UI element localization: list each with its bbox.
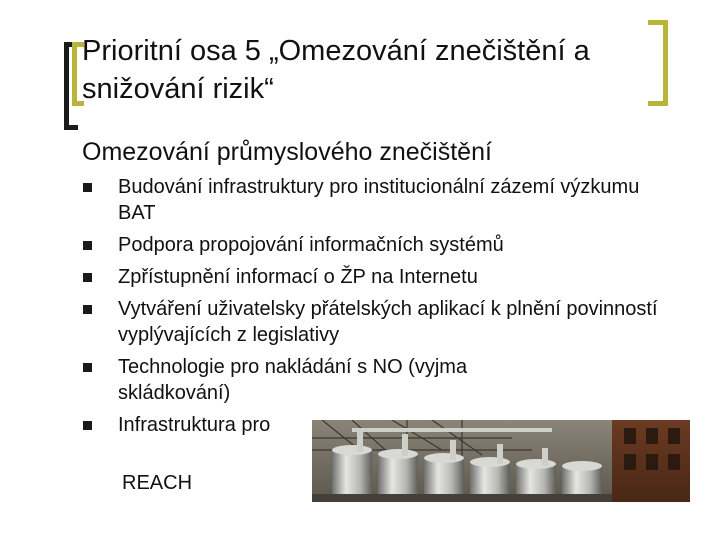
bullet-list [82,174,682,438]
factory-photo [312,420,690,502]
bullet-item [82,232,682,258]
slide-subtitle: Omezování průmyslového znečištění [82,138,492,166]
bullet-square-icon [83,183,92,192]
bullet-square-icon [83,363,92,372]
bullet-square-icon [83,241,92,250]
bullet-item [82,264,682,290]
bullet-item [82,174,682,226]
bullet-item [82,354,682,406]
factory-photo-illustration [312,420,690,502]
bullet-square-icon [83,305,92,314]
bullet-text: Vytváření uživatelsky přátelských aplikací k plnění povinností vyplývajících z legislativy [118,298,658,346]
bullet-text: Podpora propojování informačních systémů [118,234,504,256]
bullet-text: Budování infrastruktury pro institucionální zázemí výzkumu BAT [118,176,640,224]
bullet-square-icon [83,421,92,430]
bullet-item [82,296,682,348]
slide-title: Prioritní osa 5 „Omezování znečištění a snižování rizik“ [82,35,590,105]
bullet-text: Zpřístupnění informací o ŽP na Internetu [118,266,478,288]
bullet-continuation-text: REACH [122,472,193,494]
right-bracket-decoration [648,20,668,106]
bullet-text: Infrastruktura pro [118,414,271,436]
bullet-text: Technologie pro nakládání s NO (vyjma skládkování) [118,356,468,404]
bullet-square-icon [83,273,92,282]
